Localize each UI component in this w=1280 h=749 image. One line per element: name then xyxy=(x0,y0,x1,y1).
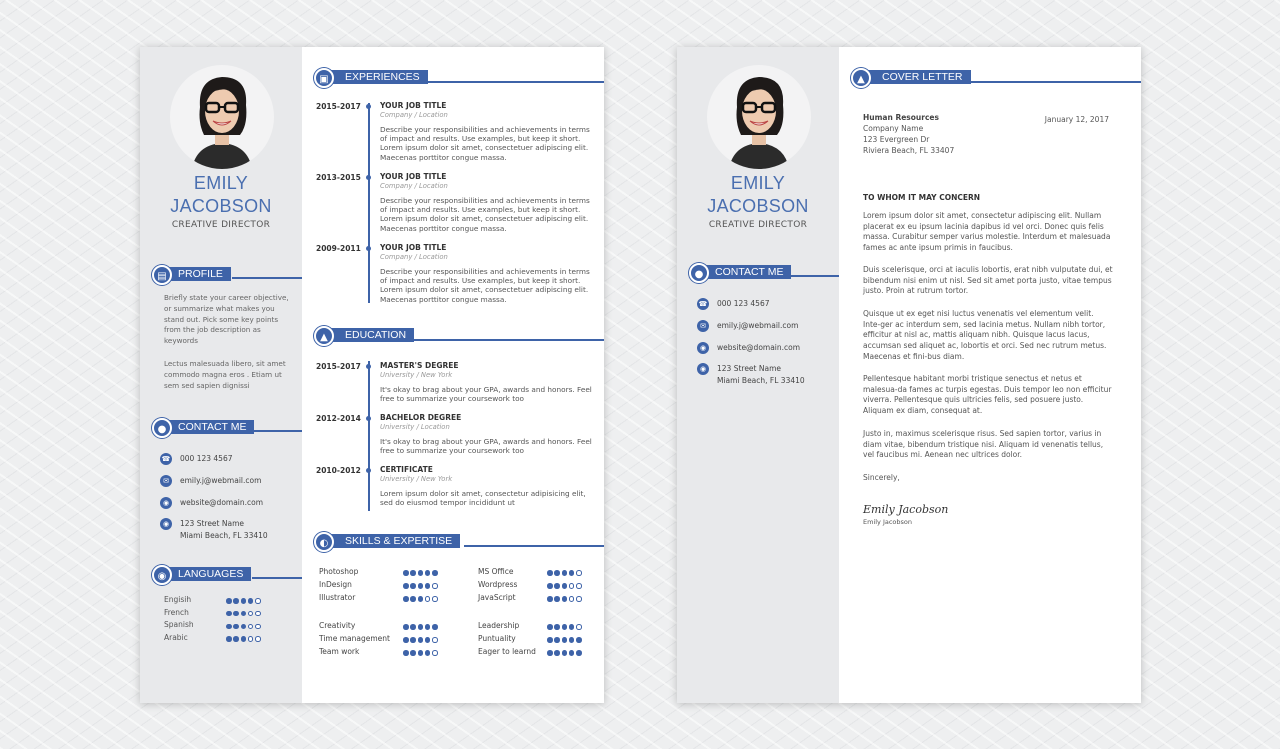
rating-dot xyxy=(432,570,438,576)
rating-dot xyxy=(569,650,575,656)
rating-dot xyxy=(233,598,239,604)
resume-page xyxy=(140,47,604,703)
gauge-icon: ◐ xyxy=(314,532,334,552)
rating-dot xyxy=(425,624,431,630)
rating-dot xyxy=(425,570,431,576)
language-item: Engisih xyxy=(164,595,294,607)
globe-icon: ◉ xyxy=(160,497,172,509)
rating-dot xyxy=(410,650,416,656)
cover-letter-page xyxy=(677,47,1141,703)
contact-heading: CONTACT ME ● xyxy=(689,263,839,281)
rating-dot xyxy=(241,611,247,617)
rating-dot xyxy=(418,596,424,602)
education-entry: BACHELOR DEGREE University / Location It's okay to brag about your GPA, awards and honors. Feel free to summarize your coursework too xyxy=(380,413,592,456)
entry-years: 2015-2017 xyxy=(316,362,361,371)
entry-years: 2009-2011 xyxy=(316,244,361,253)
rating-dot xyxy=(241,636,247,642)
rating-dot xyxy=(547,650,553,656)
rating-dot xyxy=(425,583,431,589)
rating-dot xyxy=(410,637,416,643)
rating-dot xyxy=(226,624,232,630)
timeline-marker xyxy=(366,468,371,473)
skill-rating xyxy=(547,635,583,644)
education-timeline xyxy=(368,361,370,511)
skill-rating xyxy=(403,622,439,631)
rating-dot xyxy=(562,650,568,656)
rating-dot xyxy=(576,596,582,602)
contact-address: ◉ 123 Street Name Miami Beach, FL 33410 xyxy=(697,363,837,393)
rating-dot xyxy=(425,650,431,656)
globe-icon: ◉ xyxy=(152,565,172,585)
skill-item: Time management xyxy=(319,634,459,646)
language-rating xyxy=(226,621,262,630)
profile-heading xyxy=(152,265,302,283)
language-item: Arabic xyxy=(164,633,294,645)
rating-dot xyxy=(576,637,582,643)
cover-main xyxy=(677,47,1141,703)
rating-dot xyxy=(255,611,261,617)
skill-rating xyxy=(547,568,583,577)
contact-email[interactable]: ✉ emily.j@webmail.com xyxy=(160,475,300,501)
timeline-marker xyxy=(366,175,371,180)
cover-letter-heading: COVER LETTER ▲ xyxy=(851,69,1141,87)
contact-address: ◉ 123 Street Name Miami Beach, FL 33410 xyxy=(160,518,300,548)
letter-paragraph-3: Quisque ut ex eget nisi luctus venenatis vel elementum velit. Inte-ger ac interdum sem, sed lacinia metus. Nullam nibh tortor, efficitur at nisl ac, mattis aliquam nibh. Quisque lacus lacus, accumsan sed aliquet ac, lobortis et orci. Sed nec rutrum metus. Maecenas et fini-bus diam. xyxy=(863,309,1107,361)
skill-item: InDesign xyxy=(319,580,459,592)
skill-item: MS Office xyxy=(478,567,604,579)
rating-dot xyxy=(241,598,247,604)
rating-dot xyxy=(226,611,232,617)
profile-photo xyxy=(170,65,274,169)
timeline-marker xyxy=(366,416,371,421)
skills-heading: SKILLS & EXPERTISE ◐ xyxy=(314,533,604,551)
rating-dot xyxy=(233,624,239,630)
rating-dot xyxy=(255,598,261,604)
last-name: JACOBSON xyxy=(707,196,809,216)
id-card-icon: ▤ xyxy=(152,265,172,285)
skill-item: Eager to learnd xyxy=(478,647,604,659)
timeline-marker xyxy=(366,364,371,369)
rating-dot xyxy=(576,583,582,589)
letter-paragraph-4: Pellentesque habitant morbi tristique senectus et netus et malesua-da fames ac turpis egestas. Duis tempor leo non efficitur viverra. Pellentesque quis ultricies felis, sed posuere justo. Aliquam ex diam, consequat at. xyxy=(863,374,1112,416)
language-rating xyxy=(226,609,262,618)
rating-dot xyxy=(418,570,424,576)
rating-dot xyxy=(554,637,560,643)
experience-timeline xyxy=(368,103,370,303)
letter-paragraph-5: Justo in, maximus scelerisque risus. Sed sapien tortor, varius in diam vitae, bibendum tristique nisi. Aliquam id venenatis tellus, vel faucibus mi. Aenean nec ultrices dolor. xyxy=(863,429,1104,460)
letter-paragraph-1: Lorem ipsum dolor sit amet, consectetur adipiscing elit. Nullam placerat ex eu ipsum lacinia dapibus id vel orci. Donec quis felis massa. Curabitur semper varius molestie. Interdum et malesuada fames ac ante ipsum primis in faucibus. xyxy=(863,211,1111,253)
rating-dot xyxy=(233,611,239,617)
rating-dot xyxy=(569,624,575,630)
experience-entry: YOUR JOB TITLE Company / Location Describe your responsibilities and achievements in terms of impact and results. Use examples, but keep it short. Lorem ipsum dolor sit amet, consectetuer adipiscing elit. Maecenas porttitor congue massa. xyxy=(380,101,590,162)
rating-dot xyxy=(562,583,568,589)
rating-dot xyxy=(432,650,438,656)
mail-icon: ✉ xyxy=(697,320,709,332)
recipient-line-1: Human Resources xyxy=(863,113,939,122)
contact-email[interactable]: ✉ emily.j@webmail.com xyxy=(697,320,837,346)
location-pin-icon: ◉ xyxy=(160,518,172,530)
rating-dot xyxy=(554,570,560,576)
skill-rating xyxy=(403,568,439,577)
contact-website[interactable]: ◉ website@domain.com xyxy=(697,342,837,368)
rating-dot xyxy=(248,636,254,642)
language-rating xyxy=(226,634,262,643)
rating-dot xyxy=(547,596,553,602)
language-rating xyxy=(226,596,262,605)
rating-dot xyxy=(418,583,424,589)
skill-item: Photoshop xyxy=(319,567,459,579)
rating-dot xyxy=(554,596,560,602)
profile-heading-label: PROFILE xyxy=(164,267,231,281)
briefcase-icon: ▣ xyxy=(314,68,334,88)
rating-dot xyxy=(547,624,553,630)
entry-years: 2010-2012 xyxy=(316,466,361,475)
experience-entry: YOUR JOB TITLE Company / Location Describe your responsibilities and achievements in terms of impact and results. Use examples, but keep it short. Lorem ipsum dolor sit amet, consectetuer adipiscing elit. Maecenas porttitor congue massa. xyxy=(380,172,590,233)
rating-dot xyxy=(576,624,582,630)
rating-dot xyxy=(255,636,261,642)
rating-dot xyxy=(410,570,416,576)
rating-dot xyxy=(403,624,409,630)
phone-icon: ☎ xyxy=(161,455,171,463)
rating-dot xyxy=(403,637,409,643)
rating-dot xyxy=(255,624,261,630)
rating-dot xyxy=(562,570,568,576)
profile-text-2: Lectus malesuada libero, sit amet commodo magna eros . Etiam ut sem sed sapien dignissi xyxy=(164,359,286,390)
contact-phone: ☎ 000 123 4567 xyxy=(698,299,770,308)
rating-dot xyxy=(547,583,553,589)
graduation-cap-icon: ▲ xyxy=(314,326,334,346)
skill-rating xyxy=(547,594,583,603)
phone-icon: ☎ xyxy=(698,300,708,308)
first-name: EMILY xyxy=(193,173,249,193)
rating-dot xyxy=(248,624,254,630)
contact-heading xyxy=(152,418,302,436)
rating-dot xyxy=(576,570,582,576)
skill-item: Illustrator xyxy=(319,593,459,605)
rating-dot xyxy=(432,596,438,602)
entry-years: 2012-2014 xyxy=(316,414,361,423)
letter-closing: Sincerely, xyxy=(863,473,900,482)
location-pin-icon: ◉ xyxy=(697,363,709,375)
rating-dot xyxy=(432,637,438,643)
rating-dot xyxy=(418,637,424,643)
languages-heading-label: LANGUAGES xyxy=(164,567,251,581)
recipient-line-4: Riviera Beach, FL 33407 xyxy=(863,146,955,155)
last-name: JACOBSON xyxy=(170,196,272,216)
rating-dot xyxy=(547,570,553,576)
resume-sidebar xyxy=(140,47,302,703)
rating-dot xyxy=(554,583,560,589)
rating-dot xyxy=(425,637,431,643)
education-heading: EDUCATION ▲ xyxy=(314,327,604,345)
skill-item: Creativity xyxy=(319,621,459,633)
rating-dot xyxy=(410,583,416,589)
education-entry: CERTIFICATE University / New York Lorem ipsum dolor sit amet, consectetur adipisicing elit, sed do eiusmod tempor incididunt ut xyxy=(380,465,586,508)
rating-dot xyxy=(569,583,575,589)
letter-salutation: TO WHOM IT MAY CONCERN xyxy=(863,193,981,202)
rating-dot xyxy=(403,596,409,602)
rating-dot xyxy=(562,596,568,602)
rating-dot xyxy=(569,596,575,602)
rating-dot xyxy=(410,624,416,630)
contact-website[interactable]: ◉ website@domain.com xyxy=(160,497,300,523)
experiences-heading: EXPERIENCES ▣ xyxy=(314,69,604,87)
rating-dot xyxy=(569,637,575,643)
rating-dot xyxy=(554,650,560,656)
skill-rating xyxy=(403,594,439,603)
skill-item: Leadership xyxy=(478,621,604,633)
thumbs-up-icon: ▲ xyxy=(851,68,871,88)
rating-dot xyxy=(226,598,232,604)
rating-dot xyxy=(554,624,560,630)
skill-rating xyxy=(403,635,439,644)
letter-paragraph-2: Duis scelerisque, orci at iaculis lobortis, erat nibh vulputate dui, et bibendum nisi enim ut nisl. Sed sit amet porta justo, vitae tempus justo. Proin at rutrum tortor. xyxy=(863,265,1113,296)
skill-item: JavaScript xyxy=(478,593,604,605)
rating-dot xyxy=(432,583,438,589)
skill-item: Puntuality xyxy=(478,634,604,646)
rating-dot xyxy=(418,624,424,630)
mail-icon: ✉ xyxy=(160,475,172,487)
skill-rating xyxy=(547,648,583,657)
rating-dot xyxy=(569,570,575,576)
skill-rating xyxy=(547,622,583,631)
rating-dot xyxy=(432,624,438,630)
rating-dot xyxy=(425,596,431,602)
contact-heading-label: CONTACT ME xyxy=(164,420,254,434)
skill-rating xyxy=(403,648,439,657)
globe-icon: ◉ xyxy=(697,342,709,354)
rating-dot xyxy=(562,624,568,630)
signature-name: Emily Jacobson xyxy=(863,518,913,526)
rating-dot xyxy=(403,583,409,589)
rating-dot xyxy=(410,596,416,602)
rating-dot xyxy=(403,570,409,576)
signature: Emily Jacobson xyxy=(863,503,949,516)
experience-entry: YOUR JOB TITLE Company / Location Describe your responsibilities and achievements in terms of impact and results. Use examples, but keep it short. Lorem ipsum dolor sit amet, consectetuer adipiscing elit. Maecenas porttitor congue massa. xyxy=(380,243,590,304)
languages-heading xyxy=(152,565,302,583)
skill-item: Team work xyxy=(319,647,459,659)
user-icon: ● xyxy=(689,263,709,283)
rating-dot xyxy=(576,650,582,656)
first-name: EMILY xyxy=(730,173,786,193)
language-item: Spanish xyxy=(164,620,294,632)
user-icon: ● xyxy=(152,418,172,438)
rating-dot xyxy=(226,636,232,642)
recipient-line-3: 123 Evergreen Dr xyxy=(863,135,930,144)
skill-rating xyxy=(547,581,583,590)
job-title: CREATIVE DIRECTOR xyxy=(708,220,808,230)
rating-dot xyxy=(233,636,239,642)
education-entry: MASTER'S DEGREE University / New York It's okay to brag about your GPA, awards and honors. Feel free to summarize your coursework too xyxy=(380,361,592,404)
resume-main xyxy=(302,47,604,703)
rating-dot xyxy=(418,650,424,656)
language-item: French xyxy=(164,608,294,620)
job-title: CREATIVE DIRECTOR xyxy=(171,220,271,230)
timeline-marker xyxy=(366,246,371,251)
rating-dot xyxy=(562,637,568,643)
profile-text: Briefly state your career objective, or summarize what makes you stand out. Pick some key points from the job description as keywords xyxy=(164,293,289,346)
contact-phone: ☎ 000 123 4567 xyxy=(161,454,233,463)
rating-dot xyxy=(547,637,553,643)
skill-rating xyxy=(403,581,439,590)
rating-dot xyxy=(403,650,409,656)
entry-years: 2015-2017 xyxy=(316,102,361,111)
letter-date: January 12, 2017 xyxy=(1044,115,1109,124)
rating-dot xyxy=(248,611,254,617)
rating-dot xyxy=(248,598,254,604)
entry-years: 2013-2015 xyxy=(316,173,361,182)
recipient-line-2: Company Name xyxy=(863,124,924,133)
timeline-marker xyxy=(366,104,371,109)
rating-dot xyxy=(241,624,247,630)
skill-item: Wordpress xyxy=(478,580,604,592)
